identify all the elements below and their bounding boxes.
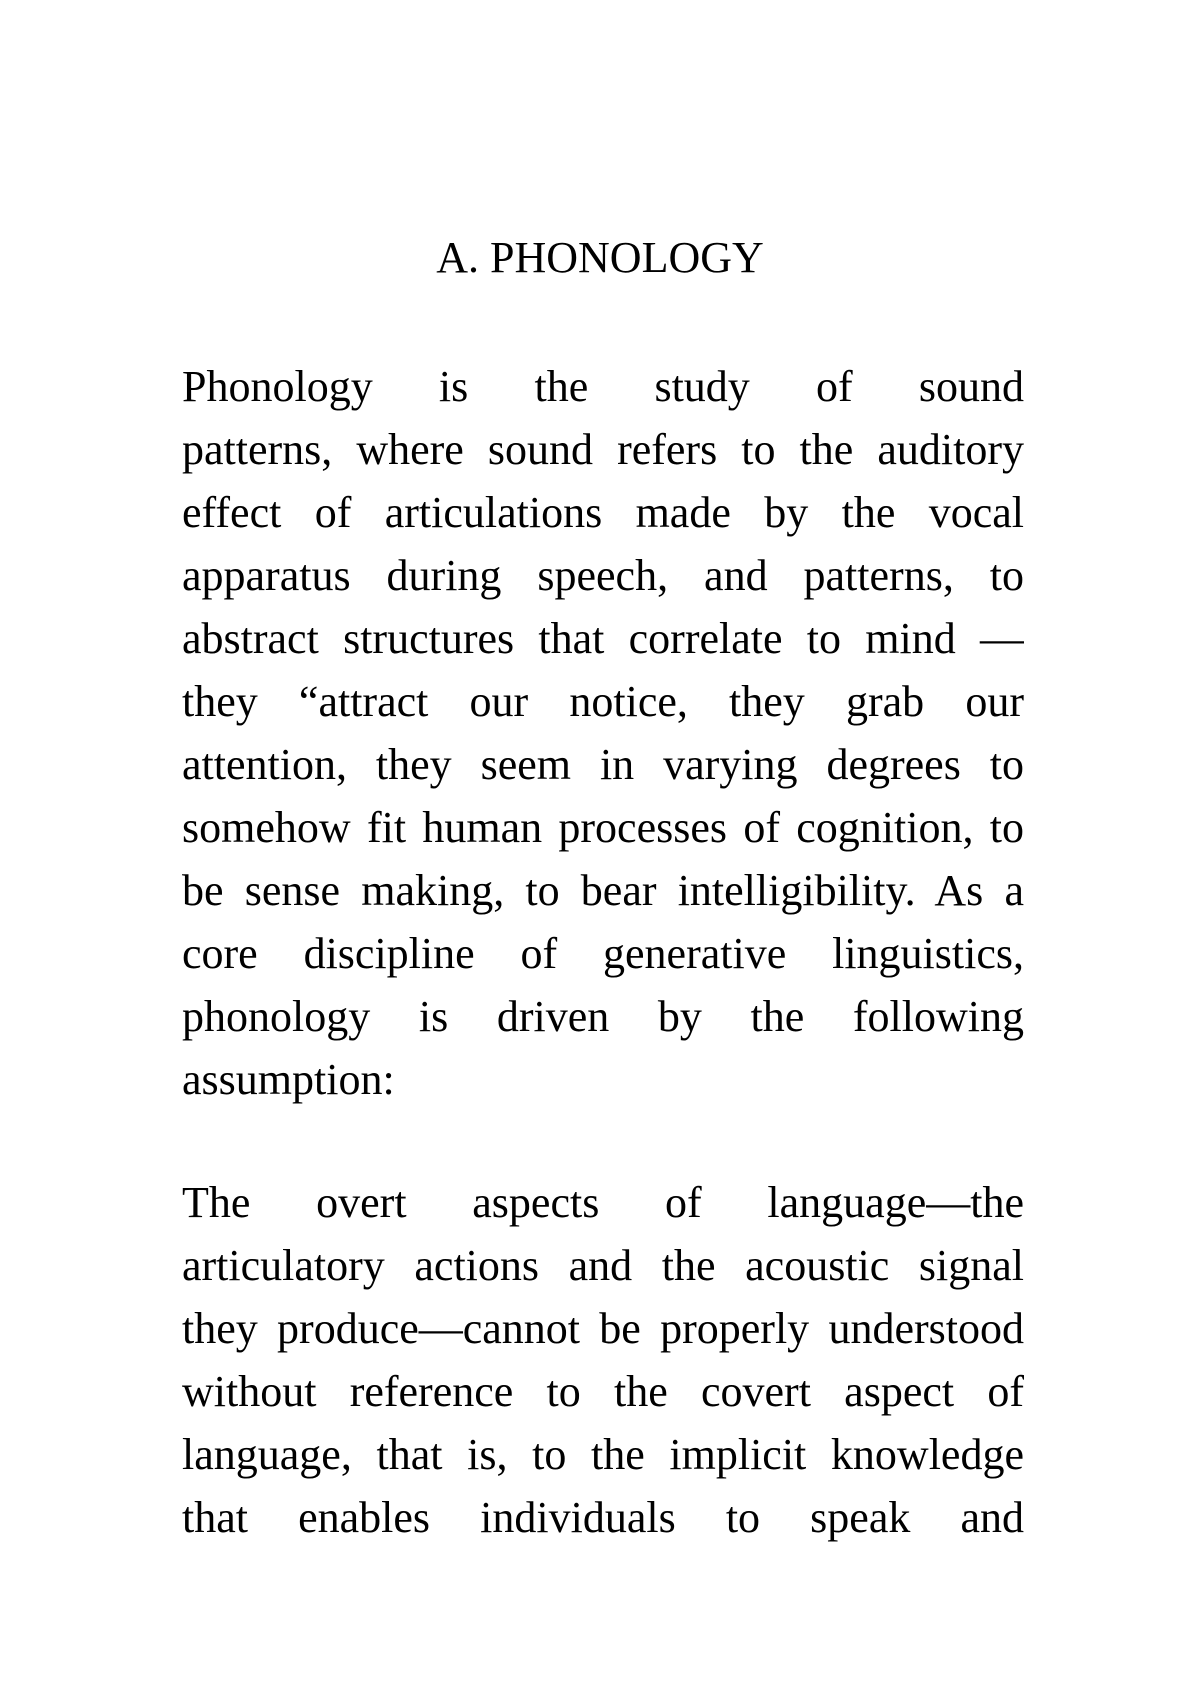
paragraph-assumption-quote [182,1171,1024,1549]
text-line: somehow fit human processes of cognition, to [182,803,1024,852]
text-line: attention, they seem in varying degrees to [182,740,1024,789]
text-line: effect of articulations made by the vocal [182,488,1024,537]
text-line: The overt aspects of language—the [182,1178,1024,1227]
text-line: be sense making, to bear intelligibility. As a [182,866,1024,915]
text-line: patterns, where sound refers to the auditory [182,425,1024,474]
text-line: phonology is driven by the following [182,992,1024,1041]
text-line: assumption: [182,1055,395,1104]
text-line: without reference to the covert aspect of [182,1367,1024,1416]
text-line: core discipline of generative linguistics, [182,929,1024,978]
text-line: they “attract our notice, they grab our [182,677,1024,726]
section-heading: A. PHONOLOGY [436,233,764,282]
text-line: apparatus during speech, and patterns, to [182,551,1024,600]
paragraph-phonology-definition [182,355,1024,1111]
text-line: articulatory actions and the acoustic signal [182,1241,1024,1290]
text-line: they produce—cannot be properly understood [182,1304,1024,1353]
text-line: language, that is, to the implicit knowledge [182,1430,1024,1479]
text-line: that enables individuals to speak and [182,1493,1024,1542]
text-line: abstract structures that correlate to mind — [182,614,1024,663]
text-line: Phonology is the study of sound [182,362,1024,411]
